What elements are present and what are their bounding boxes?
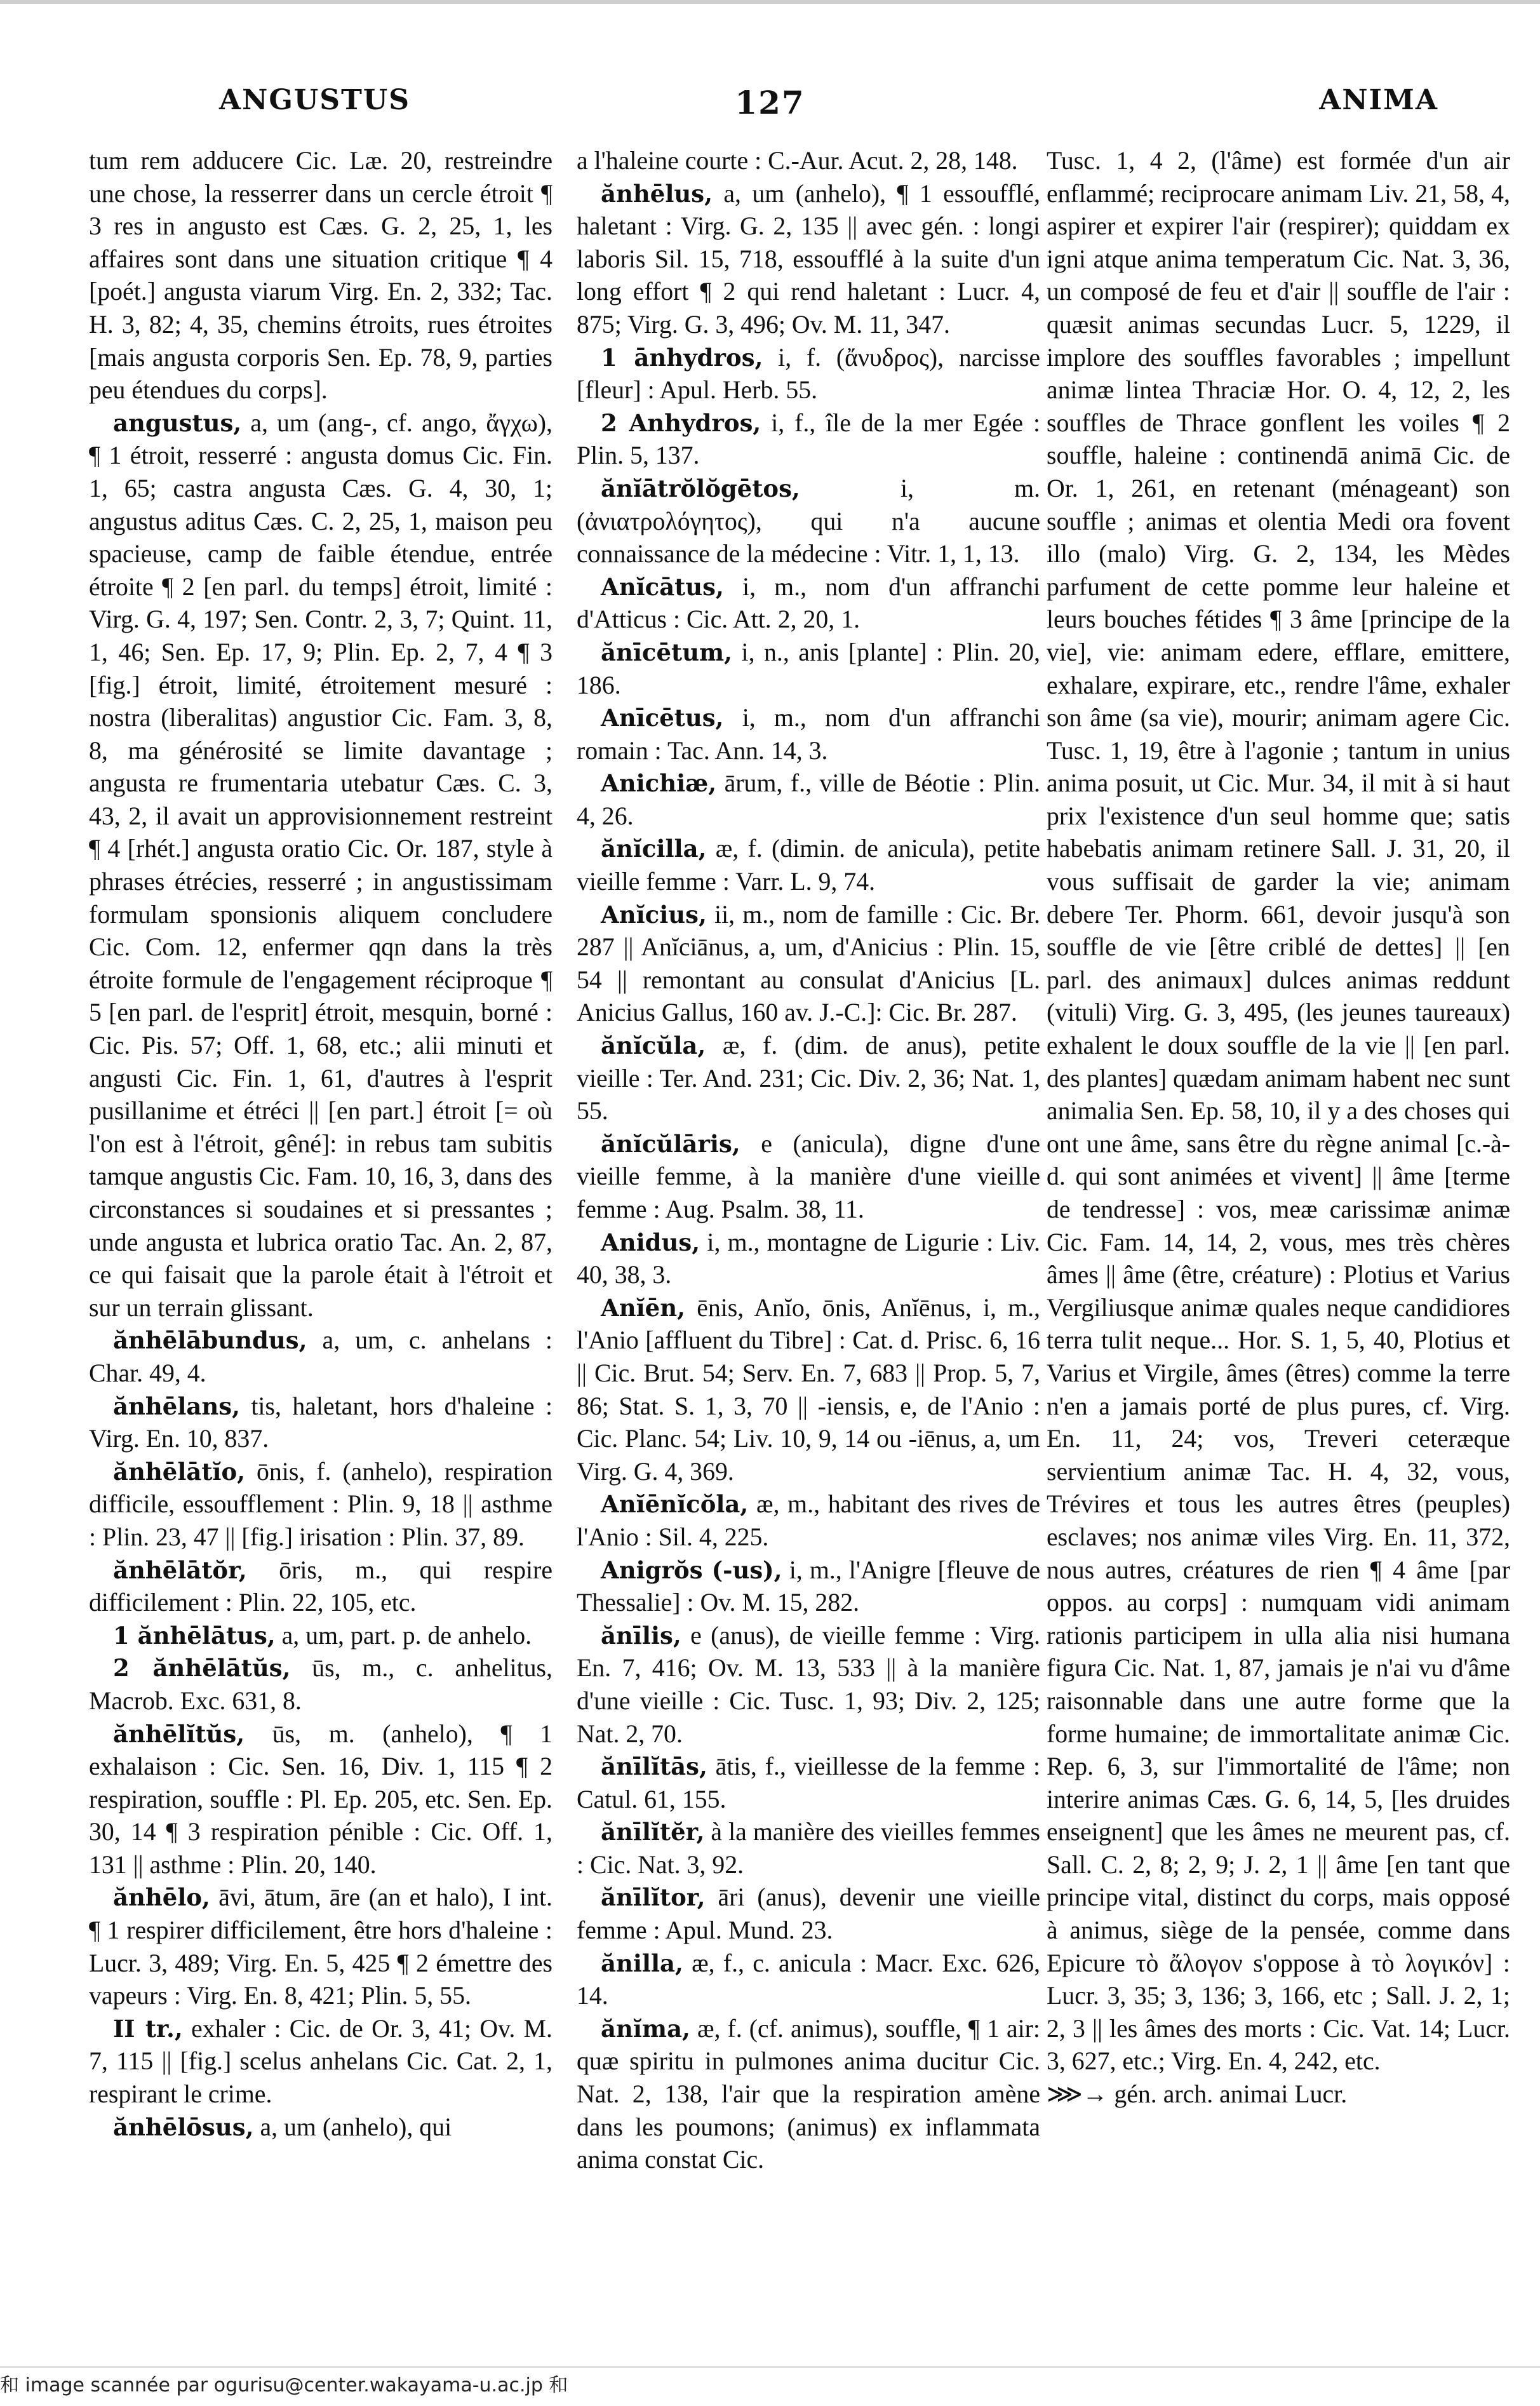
entry-definition: a, um, c. anhelans : Char. 49, 4.: [89, 1326, 552, 1387]
dictionary-entry: [577, 833, 1040, 898]
entry-definition: æ, m., habitant des rives de l'Anio : Sil. 4, 225.: [577, 1490, 1040, 1551]
entry-headword: Anĭcātus,: [601, 572, 724, 601]
entry-definition: a, um, part. p. de anhelo.: [281, 1621, 532, 1650]
footer-rule: [0, 2366, 1540, 2368]
entry-headword: Anĭēn,: [601, 1293, 685, 1322]
entry-headword: ănīlĭtĕr,: [601, 1818, 705, 1846]
entry-definition: āri (anus), devenir une vieille femme : Apul. Mund. 23.: [577, 1883, 1040, 1945]
dictionary-entry: [577, 1554, 1040, 1620]
scan-credit: 和 image scannée par ogurisu@center.wakayama-u.ac.jp 和: [0, 2374, 568, 2396]
entry-headword: Anĭcius,: [601, 900, 707, 929]
dictionary-entry: [1047, 145, 1510, 2078]
dictionary-entry: [577, 1881, 1040, 1947]
entry-headword: ănīcētum,: [601, 638, 733, 666]
entry-definition: i, m., nom d'un affranchi d'Atticus : Cic. Att. 2, 20, 1.: [577, 572, 1040, 634]
column-1: [89, 145, 552, 2330]
header-left-guideword: ANGUSTUS: [219, 84, 410, 116]
entry-headword: Anigrŏs (-us),: [601, 1556, 782, 1584]
entry-definition: æ, f. (dimin. de anicula), petite vieille femme : Varr. L. 9, 74.: [577, 835, 1040, 896]
column-2: [577, 145, 1040, 2330]
entry-headword: ănhēlo,: [113, 1883, 210, 1912]
dictionary-entry: [577, 1292, 1040, 1489]
entry-definition: i, m., montagne de Ligurie : Liv. 40, 38, 3.: [577, 1228, 1040, 1289]
dictionary-entry: [577, 1751, 1040, 1816]
dictionary-entry: [577, 571, 1040, 636]
entry-definition: i, m., l'Anigre [fleuve de Thessalie] : Ov. M. 15, 282.: [577, 1556, 1040, 1617]
dictionary-entry: [577, 2013, 1040, 2177]
dictionary-entry: [89, 2013, 552, 2111]
entry-headword: 2 ănhēlātŭs,: [113, 1654, 291, 1683]
dictionary-entry: [577, 1227, 1040, 1292]
dictionary-entry: [577, 1128, 1040, 1227]
entry-definition: i, f. (ἄνυδρος), narcisse [fleur] : Apul. Herb. 55.: [577, 343, 1040, 405]
dictionary-entry: [577, 1030, 1040, 1128]
entry-definition: æ, f. (dim. de anus), petite vieille : Ter. And. 231; Cic. Div. 2, 36; Nat. 1, 55.: [577, 1032, 1040, 1126]
dictionary-entry: [89, 1718, 552, 1882]
entry-headword: 2 Anhydros,: [601, 408, 761, 437]
entry-headword: ănīlis,: [601, 1621, 681, 1650]
entry-definition: e (anicula), digne d'une vieille femme, à la manière d'une vieille femme : Aug. Psalm. 38, 11.: [577, 1129, 1040, 1223]
entry-definition: a, um (anhelo), qui: [260, 2113, 452, 2141]
entry-definition: a, um (anhelo), ¶ 1 essoufflé, haletant : Virg. G. 2, 135 || avec gén. : longi laboris Sil. 15, 718, essoufflé à la suite d'un long effort ¶ 2 qui rend haletant : Lucr. 4, 875; Virg. G. 3, 496; Ov. M. 11, 347.: [577, 179, 1040, 339]
dictionary-entry: [577, 702, 1040, 767]
entry-definition: āvi, ātum, āre (an et halo), I int. ¶ 1 respirer difficilement, être hors d'haleine : Lucr. 3, 489; Virg. En. 5, 425 ¶ 2 émettre des vapeurs : Virg. En. 8, 421; Plin. 5, 55.: [89, 1883, 552, 2010]
entry-definition: à la manière des vieilles femmes : Cic. Nat. 3, 92.: [577, 1818, 1040, 1879]
dictionary-entry: [577, 178, 1040, 342]
entry-definition: ārum, f., ville de Béotie : Plin. 4, 26.: [577, 769, 1040, 830]
dictionary-entry: [89, 1554, 552, 1620]
column-3: [1047, 145, 1510, 2330]
page-number: 127: [735, 84, 805, 121]
entry-headword: ănīlĭtor,: [601, 1883, 706, 1912]
dictionary-entry: [89, 1620, 552, 1653]
entry-headword: ănhēlātĭo,: [113, 1457, 246, 1486]
dictionary-entry: [577, 1620, 1040, 1751]
dictionary-entry: [89, 1456, 552, 1554]
entry-definition: ii, m., nom de famille : Cic. Br. 287 || Anĭciānus, a, um, d'Anicius : Plin. 15, 54 || remontant au consulat d'Anicius [L. Anicius Gallus, 160 av. J.-C.]: Cic. Br. 287.: [577, 900, 1040, 1027]
entry-headword: Anichiæ,: [601, 769, 717, 798]
entry-definition: Tusc. 1, 4 2, (l'âme) est formée d'un air enflammé; reciprocare animam Liv. 21, 58, 4, aspirer et expirer l'air (respirer); quiddam ex igni atque anima temperatum Cic. Nat. 3, 36, un composé de feu et d'air || souffle de l'air : quæsit animas secundas Lucr. 5, 1229, il implore des souffles favorables ; impellunt animæ lintea Thraciæ Hor. O. 4, 12, 2, les souffles de Thrace gonflent les voiles ¶ 2 souffle, haleine : continendā animā Cic. de Or. 1, 261, en retenant (ménageant) son souffle ; animas et olentia Medi ora fovent illo (malo) Virg. G. 2, 134, les Mèdes parfument de cette pomme leur haleine et leurs bouches fétides ¶ 3 âme [principe de la vie], vie: animam edere, efflare, emittere, exhalare, expirare, etc., rendre l'âme, exhaler son âme (sa vie), mourir; animam agere Cic. Tusc. 1, 19, être à l'agonie ; tantum in unius anima posuit, ut Cic. Mur. 34, il mit à si haut prix l'existence d'un seul homme que; satis habebatis animam retinere Sall. J. 31, 20, il vous suffisait de garder la vie; animam debere Ter. Phorm. 661, devoir jusqu'à son souffle de vie [être criblé de dettes] || [en parl. des animaux] dulces animas reddunt (vituli) Virg. G. 3, 495, (les jeunes taureaux) exhalent le doux souffle de la vie || [en parl. des plantes] quædam animam habent nec sunt animalia Sen. Ep. 58, 10, il y a des choses qui ont une âme, sans être du règne animal [c.-à-d. qui sont animées et vivent] || âme [terme de tendresse] : vos, meæ carissimæ animæ Cic. Fam. 14, 14, 2, vous, mes très chères âmes || âme (être, créature) : Plotius et Varius Vergiliusque animæ quales neque candidiores terra tulit neque... Hor. S. 1, 5, 40, Plotius et Varius et Virgile, âmes (êtres) comme la terre n'en a jamais porté de plus pures, cf. Virg. En. 11, 24; vos, Treveri ceteræque servientium animæ Tac. H. 4, 32, vous, Trévires et tous les autres êtres (peuples) esclaves; nos animæ viles Virg. En. 11, 372, nous autres, créatures de rien ¶ 4 âme [par oppos. au corps] : numquam vidi animam rationis participem in ulla alia nisi humana figura Cic. Nat. 1, 87, jamais je n'ai vu d'âme raisonnable dans une autre forme que la forme humaine; de immortalitate animæ Cic. Rep. 6, 3, sur l'immortalité de l'âme; non interire animas Cæs. G. 6, 14, 5, [les druides enseignent] que les âmes ne meurent pas, cf. Sall. C. 2, 8; 2, 9; J. 2, 1 || âme [en tant que principe vital, distinct du corps, mais opposé à animus, siège de la pensée, comme dans Epicure τὸ ἄλογον s'oppose à τὸ λογικόν] : Lucr. 3, 35; 3, 136; 3, 166, etc ; Sall. J. 2, 1; 2, 3 || les âmes des morts : Cic. Vat. 14; Lucr. 3, 627, etc.; Virg. En. 4, 242, etc.: [1047, 147, 1510, 2076]
entry-definition: a, um (ang-, cf. ango, ἄγχω), ¶ 1 étroit, resserré : angusta domus Cic. Fin. 1, 65; castra angusta Cæs. G. 4, 30, 1; angustus aditus Cæs. C. 2, 25, 1, maison peu spacieuse, camp de faible étendue, entrée étroite ¶ 2 [en parl. du temps] étroit, limité : Virg. G. 4, 197; Sen. Contr. 2, 3, 7; Quint. 11, 1, 46; Sen. Ep. 17, 9; Plin. Ep. 2, 7, 4 ¶ 3 [fig.] étroit, limité, étroitement mesuré : nostra (liberalitas) angustior Cic. Fam. 3, 8, 8, ma générosité se limite davantage ; angusta re frumentaria utebatur Cæs. C. 3, 43, 2, il avait un approvisionnement restreint ¶ 4 [rhét.] angusta oratio Cic. Or. 187, style à phrases étrécies, resserré ; in angustissimam formulam sponsionis aliquem concludere Cic. Com. 12, enfermer qqn dans la très étroite formule de l'engagement réciproque ¶ 5 [en parl. de l'esprit] étroit, mesquin, borné : Cic. Pis. 57; Off. 1, 68, etc.; alii minuti et angusti Cic. Fin. 1, 61, d'autres à l'esprit pusillanime et étréci || [en part.] étroit [= où l'on est à l'étroit, gêné]: in rebus tam subitis tamque angustis Cic. Fam. 10, 16, 3, dans des circonstances si soudaines et si pressantes ; unde angusta et lubrica oratio Tac. An. 2, 87, ce qui faisait que la parole était à l'étroit et sur un terrain glissant.: [89, 408, 552, 1322]
entry-headword: ănhēlātŏr,: [113, 1556, 247, 1584]
dictionary-columns: [56, 145, 1510, 2330]
entry-headword: Anidus,: [601, 1228, 700, 1256]
dictionary-entry: [89, 1324, 552, 1390]
dictionary-entry: [577, 899, 1040, 1030]
dictionary-entry: [89, 407, 552, 1325]
dictionary-entry: [577, 767, 1040, 833]
entry-headword: Anīcētus,: [601, 704, 724, 732]
top-rule: [0, 0, 1540, 4]
entry-headword: angustus,: [113, 408, 242, 437]
entry-definition: ātis, f., vieillesse de la femme : Catul. 61, 155.: [577, 1752, 1040, 1813]
entry-definition: ōnis, f. (anhelo), respiration difficile, essoufflement : Plin. 9, 18 || asthme : Plin. 23, 47 || [fig.] irisation : Plin. 37, 89.: [89, 1457, 552, 1551]
entry-definition: ūs, m., c. anhelitus, Macrob. Exc. 631, 8.: [89, 1654, 552, 1715]
dictionary-entry: [89, 145, 552, 407]
dictionary-entry: [577, 407, 1040, 473]
entry-definition: ūs, m. (anhelo), ¶ 1 exhalaison : Cic. Sen. 16, Div. 1, 115 ¶ 2 respiration, souffle : Pl. Ep. 205, etc. Sen. Ep. 30, 14 ¶ 3 respiration pénible : Cic. Off. 1, 131 || asthme : Plin. 20, 140.: [89, 1719, 552, 1879]
dictionary-entry: [89, 1881, 552, 2012]
dictionary-entry: [577, 473, 1040, 571]
entry-headword: II tr.,: [113, 2014, 183, 2043]
entry-headword: ănĭcŭla,: [601, 1032, 706, 1060]
page-header: [0, 84, 1540, 128]
dictionary-entry: [89, 1652, 552, 1717]
dictionary-entry: [577, 1816, 1040, 1881]
entry-definition: tum rem adducere Cic. Læ. 20, restreindre une chose, la resserrer dans un cercle étroit ¶ 3 res in angusto est Cæs. G. 2, 25, 1, les affaires sont dans une situation critique ¶ 4 [poét.] angusta viarum Virg. En. 2, 332; Tac. H. 3, 82; 4, 35, chemins étroits, rues étroites [mais angusta corporis Sen. Ep. 78, 9, parties peu étendues du corps].: [89, 147, 552, 405]
entry-definition: i, f., île de la mer Egée : Plin. 5, 137.: [577, 408, 1040, 470]
entry-definition: exhaler : Cic. de Or. 3, 41; Ov. M. 7, 115 || [fig.] scelus anhelans Cic. Cat. 2, 1, respirant le crime.: [89, 2014, 552, 2109]
dictionary-entry: [577, 636, 1040, 702]
entry-definition: ōris, m., qui respire difficilement : Plin. 22, 105, etc.: [89, 1556, 552, 1617]
entry-headword: ănĭcŭlāris,: [601, 1129, 740, 1158]
entry-headword: ănhēlans,: [113, 1392, 240, 1420]
entry-definition: i, n., anis [plante] : Plin. 20, 186.: [577, 638, 1040, 699]
entry-headword: ănĭcilla,: [601, 835, 707, 863]
entry-headword: ănilla,: [601, 1949, 683, 1977]
entry-definition: ēnis, Anĭo, ōnis, Anĭēnus, i, m., l'Anio [affluent du Tibre] : Cat. d. Prisc. 6, 16 || Cic. Brut. 54; Serv. En. 7, 683 || Prop. 5, 7, 86; Stat. S. 1, 3, 70 || -iensis, e, de l'Anio : Cic. Planc. 54; Liv. 10, 9, 14 ou -iēnus, a, um Virg. G. 4, 369.: [577, 1293, 1040, 1486]
dictionary-entry: [577, 145, 1040, 178]
entry-definition: i, m. (ἀνιατρολόγητος), qui n'a aucune connaissance de la médecine : Vitr. 1, 1, 13.: [577, 474, 1040, 568]
entry-headword: ănĭma,: [601, 2014, 690, 2043]
entry-definition: æ, f. (cf. animus), souffle, ¶ 1 air: quæ spiritu in pulmones anima ducitur Cic. Nat. 2, 138, l'air que la respiration amène dans les poumons; (animus) ex inflammata anima constat Cic.: [577, 2014, 1040, 2174]
entry-headword: ănhēlus,: [601, 179, 713, 208]
entry-definition: tis, haletant, hors d'haleine : Virg. En. 10, 837.: [89, 1392, 552, 1453]
dictionary-entry: [1047, 2078, 1510, 2111]
entry-headword: Anĭēnĭcŏla,: [601, 1490, 749, 1519]
entry-headword: ănĭātrŏlŏgētos,: [601, 474, 800, 502]
dictionary-entry: [89, 1390, 552, 1456]
dictionary-entry: [577, 342, 1040, 407]
entry-headword: ănhēlōsus,: [113, 2113, 254, 2141]
entry-headword: 1 ănhēlātus,: [113, 1621, 276, 1650]
entry-definition: e (anus), de vieille femme : Virg. En. 7, 416; Ov. M. 13, 533 || à la manière d'une vieille : Cic. Tusc. 1, 93; Div. 2, 125; Nat. 2, 70.: [577, 1621, 1040, 1748]
entry-headword: ănīlĭtās,: [601, 1752, 707, 1781]
entry-headword: ănhēlābundus,: [113, 1326, 307, 1355]
header-right-guideword: ANIMA: [1319, 84, 1438, 116]
dictionary-entry: [89, 2111, 552, 2144]
entry-definition: æ, f., c. anicula : Macr. Exc. 626, 14.: [577, 1949, 1040, 2010]
dictionary-entry: [577, 1488, 1040, 1554]
entry-definition: i, m., nom d'un affranchi romain : Tac. Ann. 14, 3.: [577, 704, 1040, 765]
dictionary-entry: [577, 1947, 1040, 2013]
entry-definition: a l'haleine courte : C.-Aur. Acut. 2, 28, 148.: [577, 147, 1018, 175]
entry-headword: 1 ānhydros,: [601, 343, 763, 372]
entry-definition: ⋙→ gén. arch. animai Lucr.: [1047, 2080, 1348, 2109]
entry-headword: ănhēlĭtŭs,: [113, 1719, 245, 1748]
